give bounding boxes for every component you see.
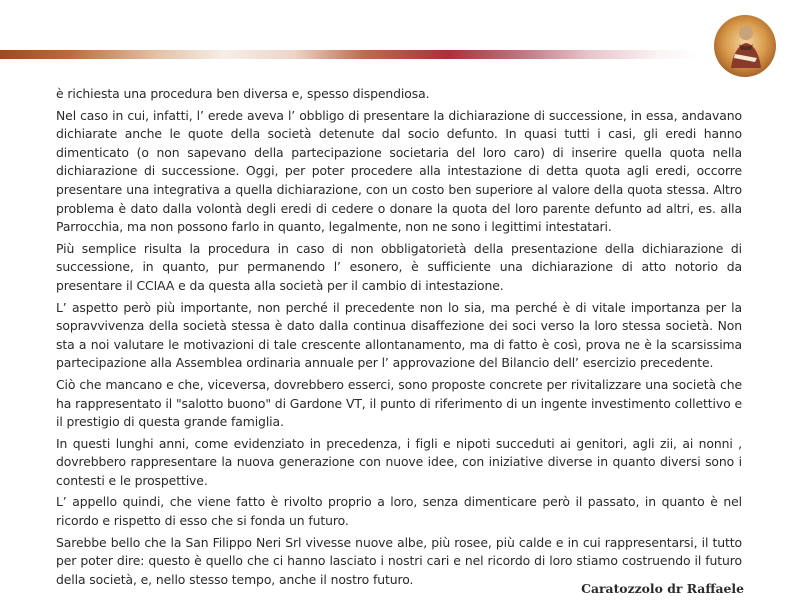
paragraph: Più semplice risulta la procedura in caso di non obbligatorietà della presentazione della dichiarazione di successione, in quanto, pur permanendo l’ esonero, è sufficiente una dichiarazione di atto notorio da presentare il CCIAA e da questa alla società per il cambio di intestazione. — [56, 240, 742, 293]
paragraph: L’ appello quindi, che viene fatto è rivolto proprio a loro, senza dimenticare però il passato, in quanto è nel ricordo e rispetto di esso che si fonda un futuro. — [56, 494, 742, 529]
paragraph: è richiesta una procedura ben diversa e, spesso dispendiosa. — [56, 86, 430, 101]
paragraph: Nel caso in cui, infatti, l’ erede aveva l’ obbligo di presentare la dichiarazione di successione, in essa, andavano dichiarate anche le quote della società detenute dal socio defunto. In quasi tutti i casi, gli eredi hanno dimenticato (o non sapevano della partecipazione societaria del loro caro) di inserire quella quota nella dichiarazione di successione. Oggi, per poter procedere alla intestazione di detta quota agli eredi, occorre presentare una integrativa a quella dichiarazione, con un costo ben superiore al valore della quota stessa. Altro problema è dato dalla volontà degli eredi di cedere o donare la quota del loro parente defunto ad altri, es. alla Parrocchia, ma non possono farlo in quanto, legalmente, non ne sono i legittimi intestatari. — [56, 107, 742, 235]
header-gradient-rule — [0, 50, 700, 59]
paragraph: L’ aspetto però più importante, non perché il precedente non lo sia, ma perché è di vitale importanza per la sopravvivenza della società stessa è dato dalla continua disaffezione dei soci verso la loro stessa società. Non sta a noi valutare le motivazioni di tale crescente allontanamento, ma di fatto è così, prova ne è la scarsissima partecipazione alla Assemblea ordinaria annuale per l’ approvazione del Bilancio dell’ esercizio precedente. — [56, 299, 742, 371]
author-signature: Caratozzolo dr Raffaele — [581, 581, 744, 596]
saint-portrait-medallion-icon — [713, 14, 777, 78]
paragraph: In questi lunghi anni, come evidenziato in precedenza, i figli e nipoti succeduti ai genitori, agli zii, ai nonni , dovrebbero rappresentare la nuova generazione con nuove idee, con iniziative diverse in quanto diversi sono i contesti e le prospettive. — [56, 435, 742, 488]
paragraph: Ciò che mancano e che, viceversa, dovrebbero esserci, sono proposte concrete per rivitalizzare una società che ha rappresentato il "salotto buono" di Gardone VT, il punto di riferimento di un ingente investimento collettivo e il prestigio di questa grande famiglia. — [56, 376, 742, 430]
paragraph: Sarebbe bello che la San Filippo Neri Srl vivesse nuove albe, più rosee, più calde e in cui rappresentarsi, il tutto per poter dire: questo è quello che ci hanno lasciato i nostri cari e nel ricordo di loro stiamo costruendo il futuro della società, e, nello stesso tempo, anche il nostro futuro. — [56, 534, 742, 587]
document-body — [56, 85, 742, 592]
